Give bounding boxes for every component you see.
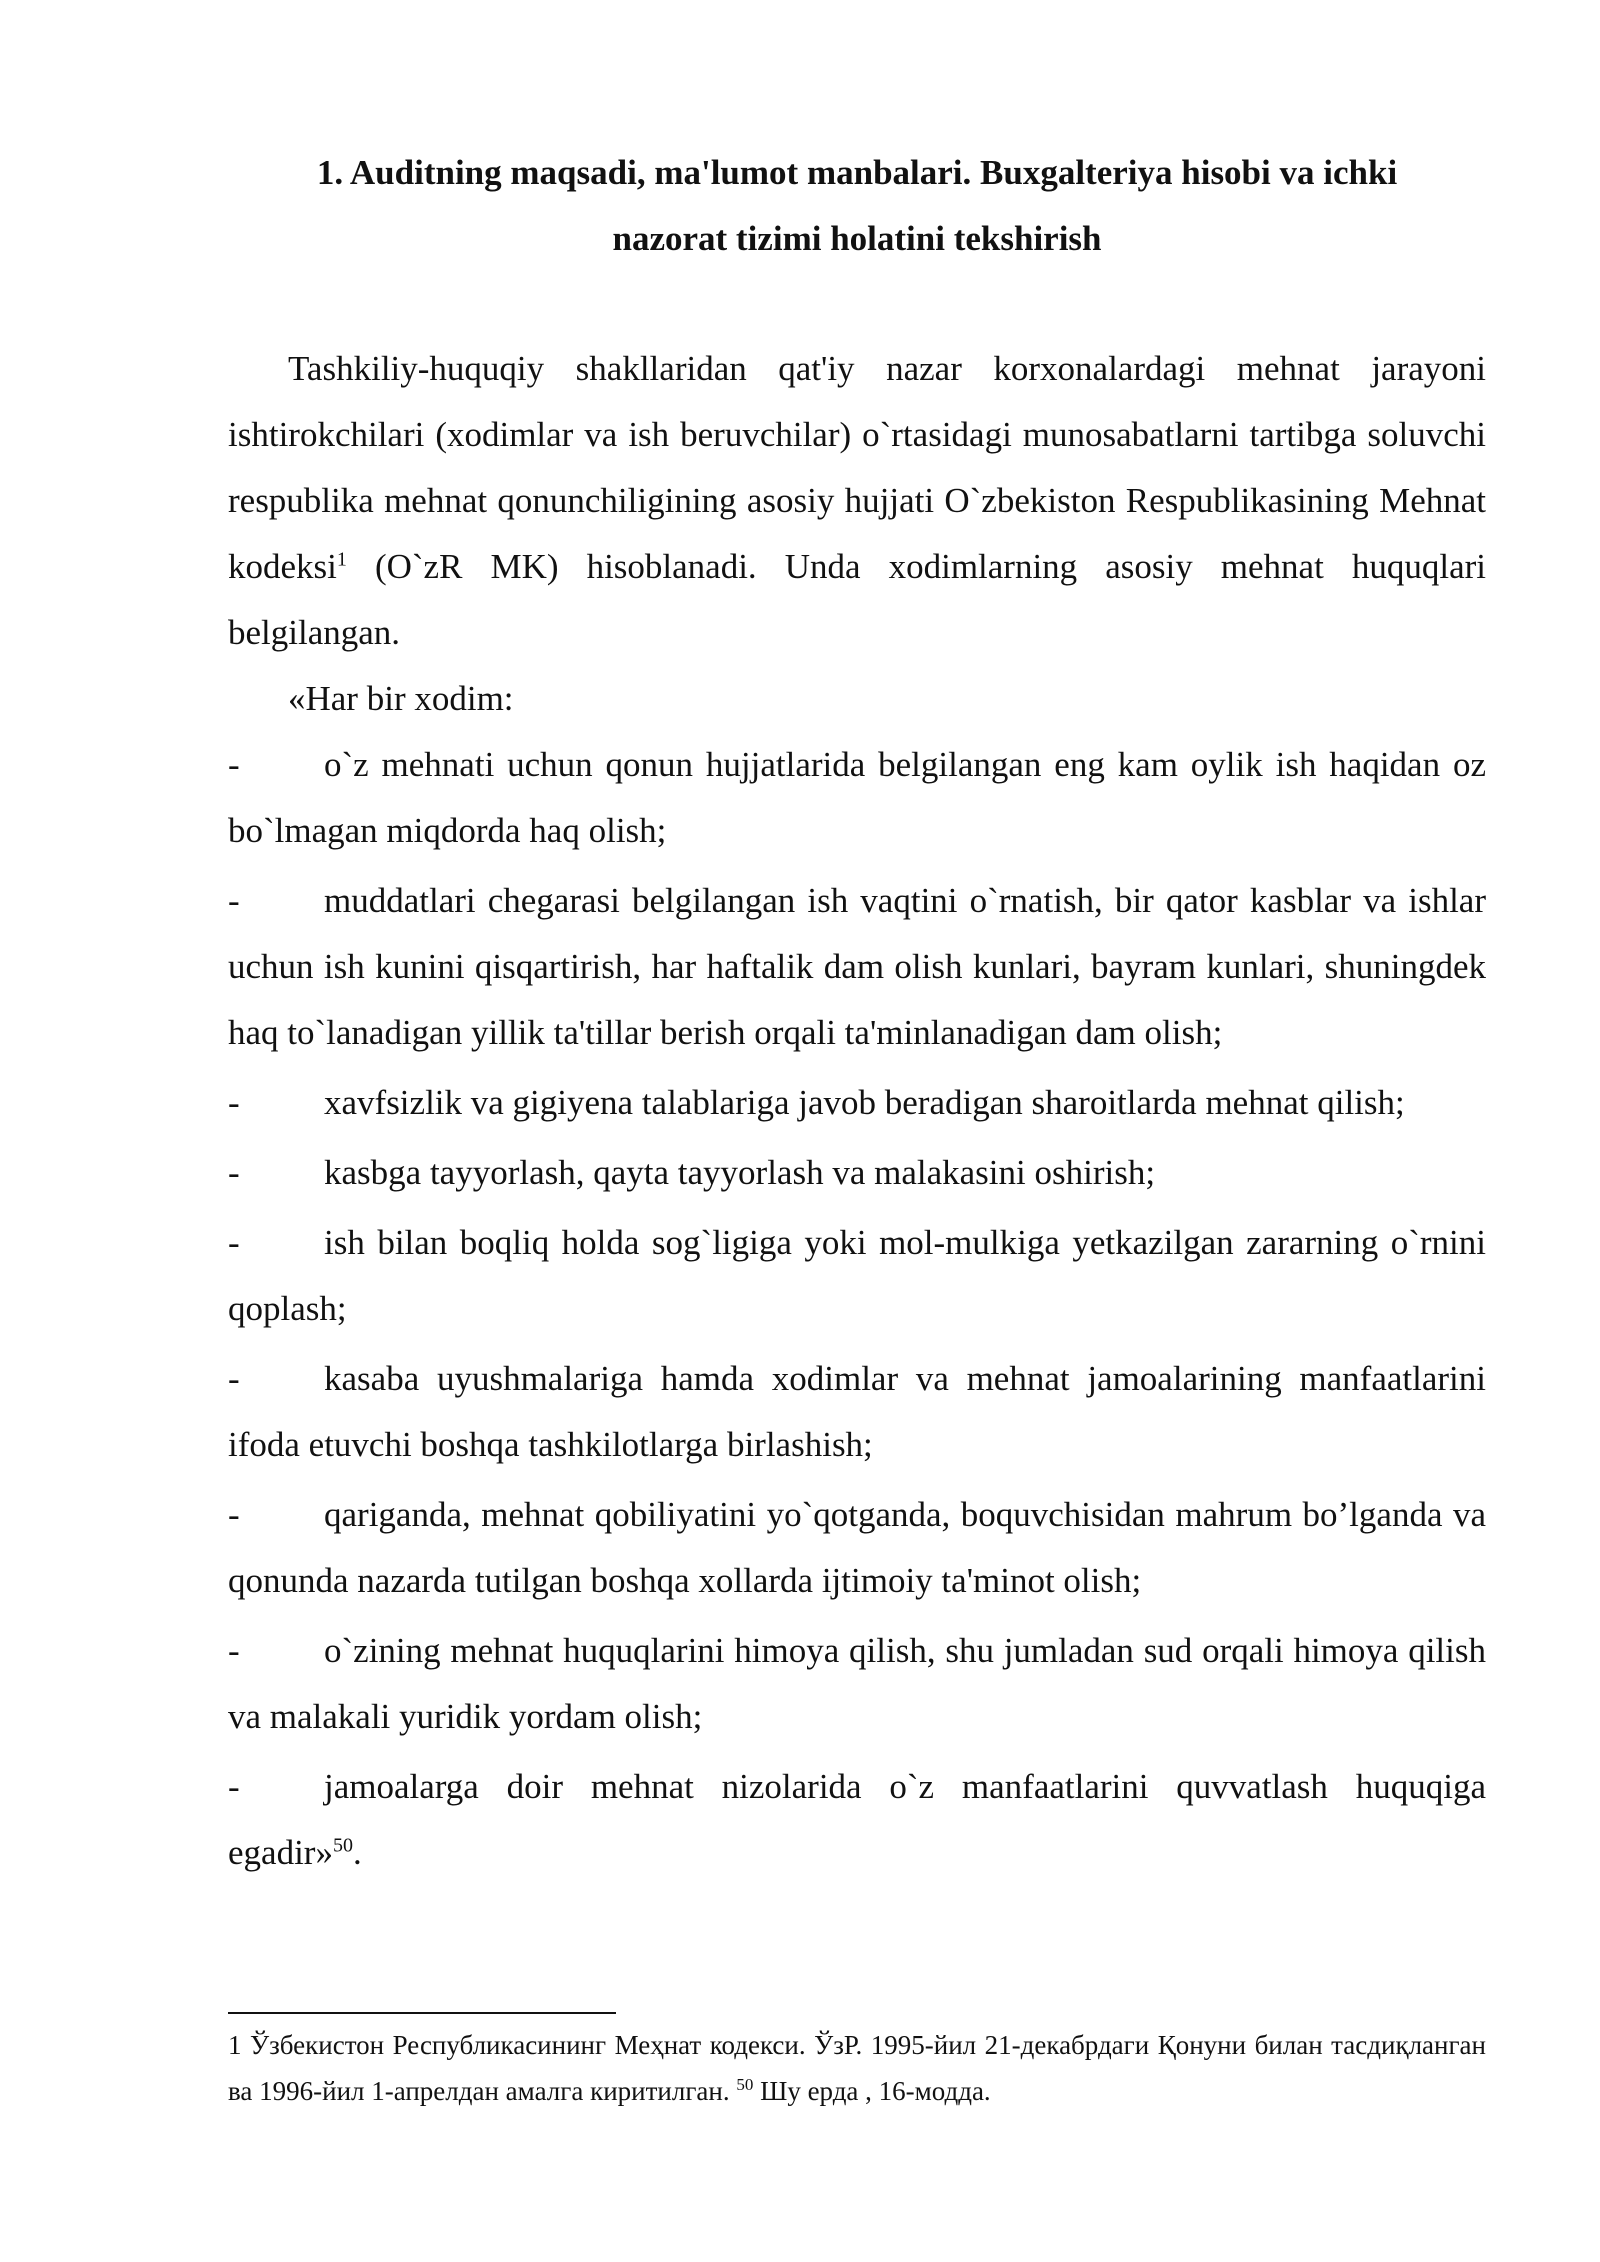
section-heading bbox=[228, 140, 1486, 272]
intro-block bbox=[228, 336, 1486, 732]
footnote-text: 1 Ўзбекистон Республикасининг Меҳнат кодекси. ЎзР. 1995-йил 21-декабрдаги Қонуни билан тасдиқланган ва 1996-йил 1-апрелдан амалга киритилган. bbox=[228, 2030, 1486, 2106]
list-item bbox=[228, 1140, 1486, 1206]
list-item bbox=[228, 1210, 1486, 1342]
footnote bbox=[228, 2022, 1486, 2114]
list-item-text: qariganda, mehnat qobiliyatini yo`qotganda, boquvchisidan mahrum bo’lganda va qonunda nazarda tutilgan boshqa xollarda ijtimoiy ta'minot olish; bbox=[228, 1495, 1486, 1600]
list-dash: - bbox=[228, 1631, 240, 1670]
intro-text-continued: (O`zR MK) hisoblanadi. Unda xodimlarning asosiy mehnat huquqlari belgilangan. bbox=[228, 547, 1486, 652]
list-dash: - bbox=[228, 745, 240, 784]
heading-line-1: 1. Auditning maqsadi, ma'lumot manbalari. Buxgalteriya hisobi va ichki bbox=[316, 153, 1398, 192]
list-dash: - bbox=[228, 1767, 240, 1806]
list-dash: - bbox=[228, 1083, 240, 1122]
list-item-end: . bbox=[352, 1833, 362, 1872]
list-dash: - bbox=[228, 1359, 240, 1398]
footnote-ref-50-inline: 50 bbox=[736, 2075, 754, 2094]
list-dash: - bbox=[228, 1153, 240, 1192]
heading-line-2: nazorat tizimi holatini tekshirish bbox=[612, 219, 1102, 258]
list-item bbox=[228, 1070, 1486, 1136]
list-dash: - bbox=[228, 1495, 240, 1534]
list-dash: - bbox=[228, 881, 240, 920]
list-item-text: ish bilan boqliq holda sog`ligiga yoki mol-mulkiga yetkazilgan zararning o`rnini qoplash; bbox=[228, 1223, 1486, 1328]
footnote-text-continued: Шу ерда , 16-модда. bbox=[753, 2076, 991, 2106]
intro-text: Tashkiliy-huquqiy shakllaridan qat'iy nazar korxonalardagi mehnat jarayoni ishtirokchilari (xodimlar va ish beruvchilar) o`rtasidagi munosabatlarni tartibga soluvchi respublika mehnat qonunchiligining asosiy hujjati O`zbekiston Respublikasining Mehnat kodeksi bbox=[228, 349, 1486, 586]
list-item-last bbox=[228, 1754, 1486, 1886]
footnote-ref-1[interactable]: 1 bbox=[336, 548, 347, 571]
list-item bbox=[228, 1346, 1486, 1478]
list-item-text: kasbga tayyorlash, qayta tayyorlash va malakasini oshirish; bbox=[324, 1153, 1156, 1192]
rights-list bbox=[228, 732, 1486, 1890]
list-item-text: kasaba uyushmalariga hamda xodimlar va mehnat jamoalarining manfaatlarini ifoda etuvchi boshqa tashkilotlarga birlashish; bbox=[228, 1359, 1486, 1464]
list-dash: - bbox=[228, 1223, 240, 1262]
list-item-text: o`z mehnati uchun qonun hujjatlarida belgilangan eng kam oylik ish haqidan oz bo`lmagan miqdorda haq olish; bbox=[228, 745, 1486, 850]
quote-intro: «Har bir xodim: bbox=[288, 679, 514, 718]
list-item bbox=[228, 1618, 1486, 1750]
list-item bbox=[228, 732, 1486, 864]
list-item-text: jamoalarga doir mehnat nizolarida o`z manfaatlarini quvvatlash huquqiga egadir» bbox=[228, 1767, 1486, 1872]
footnote-ref-50[interactable]: 50 bbox=[332, 1834, 353, 1857]
list-item bbox=[228, 1482, 1486, 1614]
list-item bbox=[228, 868, 1486, 1066]
intro-paragraph bbox=[228, 336, 1486, 666]
list-item-text: xavfsizlik va gigiyena talablariga javob beradigan sharoitlarda mehnat qilish; bbox=[324, 1083, 1405, 1122]
list-item-text: o`zining mehnat huquqlarini himoya qilish, shu jumladan sud orqali himoya qilish va malakali yuridik yordam olish; bbox=[228, 1631, 1486, 1736]
list-item-text: muddatlari chegarasi belgilangan ish vaqtini o`rnatish, bir qator kasblar va ishlar uchun ish kunini qisqartirish, har haftalik dam olish kunlari, bayram kunlari, shuningdek haq to`lanadigan yillik ta'tillar berish orqali ta'minlanadigan dam olish; bbox=[228, 881, 1486, 1052]
footnote-separator bbox=[228, 2012, 616, 2014]
